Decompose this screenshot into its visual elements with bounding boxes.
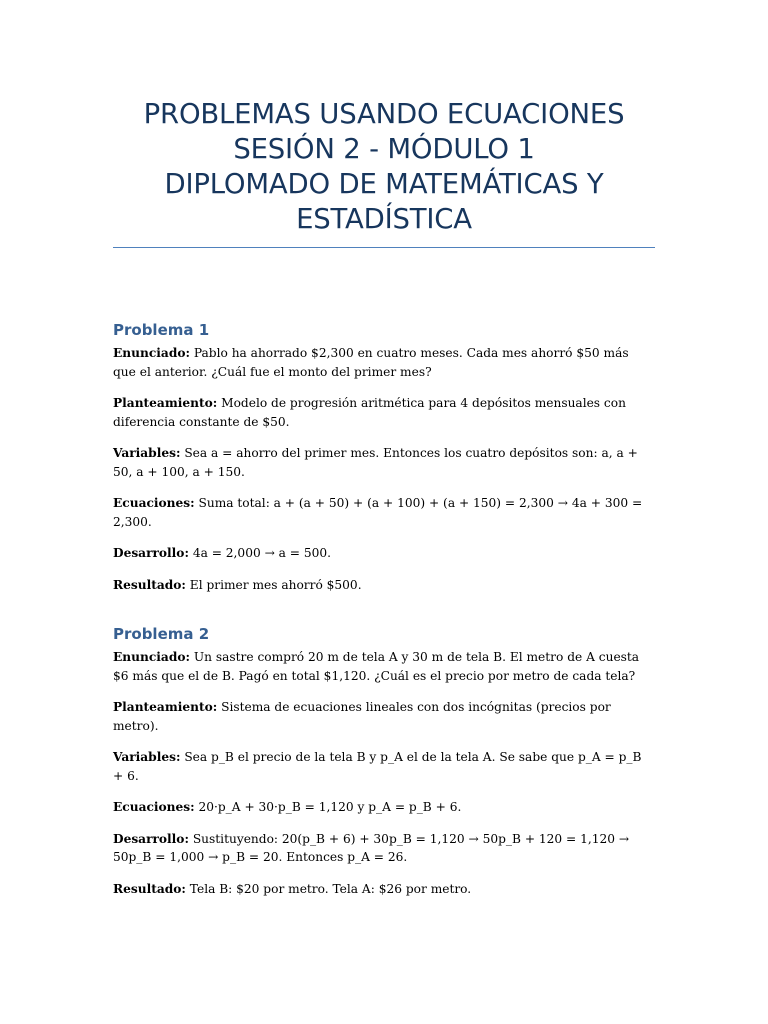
paragraph-text: Sistema de ecuaciones lineales con dos incógnitas (precios por metro). xyxy=(113,700,611,733)
title-divider xyxy=(113,247,655,248)
problem-section-2 xyxy=(113,624,655,898)
paragraph-label: Planteamiento: xyxy=(113,396,218,410)
problem-2-planteamiento xyxy=(113,698,655,735)
paragraph-label: Enunciado: xyxy=(113,346,190,360)
document-page xyxy=(113,0,655,911)
problem-2-resultado xyxy=(113,880,655,899)
paragraph-label: Resultado: xyxy=(113,577,186,592)
paragraph-label: Desarrollo: xyxy=(113,546,189,560)
paragraph-label: Desarrollo: xyxy=(113,831,189,846)
paragraph-text: 20·p_A + 30·p_B = 1,120 y p_A = p_B + 6. xyxy=(194,800,462,814)
paragraph-label: Resultado: xyxy=(113,881,186,896)
problem-2-enunciado xyxy=(113,648,655,685)
problem-section-1 xyxy=(113,320,655,594)
paragraph-label: Variables: xyxy=(113,750,181,764)
paragraph-text: Pablo ha ahorrado $2,300 en cuatro meses. Cada mes ahorró $50 más que el anterior. ¿Cuál fue el monto del primer mes? xyxy=(113,346,629,379)
problem-2-variables xyxy=(113,748,655,785)
paragraph-text: Tela B: $20 por metro. Tela A: $26 por metro. xyxy=(185,881,472,896)
paragraph-label: Planteamiento: xyxy=(113,700,218,714)
paragraph-text: Sustituyendo: 20(p_B + 6) + 30p_B = 1,120 → 50p_B + 120 = 1,120 → 50p_B = 1,000 → p_B = 20. Entonces p_A = 26. xyxy=(113,831,630,864)
problem-1-resultado xyxy=(113,576,655,595)
paragraph-text: Un sastre compró 20 m de tela A y 30 m de tela B. El metro de A cuesta $6 más que el de B. Pagó en total $1,120. ¿Cuál es el precio por metro de cada tela? xyxy=(113,650,640,683)
problem-1-enunciado xyxy=(113,344,655,381)
paragraph-text: Suma total: a + (a + 50) + (a + 100) + (a + 150) = 2,300 → 4a + 300 = 2,300. xyxy=(113,496,643,529)
paragraph-text: Sea p_B el precio de la tela B y p_A el de la tela A. Se sabe que p_A = p_B + 6. xyxy=(113,750,642,783)
paragraph-text: 4a = 2,000 → a = 500. xyxy=(188,546,332,560)
paragraph-label: Variables: xyxy=(113,446,181,460)
problem-heading: Problema 2 xyxy=(113,625,210,643)
paragraph-text: Sea a = ahorro del primer mes. Entonces los cuatro depósitos son: a, a + 50, a + 100, a + 150. xyxy=(113,446,638,479)
problem-1-variables xyxy=(113,444,655,481)
paragraph-label: Ecuaciones: xyxy=(113,800,195,814)
document-title xyxy=(113,97,655,237)
problem-1-desarrollo xyxy=(113,544,655,563)
paragraph-label: Enunciado: xyxy=(113,650,190,664)
title-line: ESTADÍSTICA xyxy=(296,203,472,235)
paragraph-text: El primer mes ahorró $500. xyxy=(185,577,362,592)
title-line: SESIÓN 2 - MÓDULO 1 xyxy=(233,133,535,165)
problem-1-ecuaciones xyxy=(113,494,655,531)
problem-2-desarrollo xyxy=(113,830,655,867)
problem-1-planteamiento xyxy=(113,394,655,431)
paragraph-text: Modelo de progresión aritmética para 4 depósitos mensuales con diferencia constante de $50. xyxy=(113,396,626,429)
title-line: PROBLEMAS USANDO ECUACIONES xyxy=(143,98,625,130)
problem-heading: Problema 1 xyxy=(113,321,210,339)
problem-2-ecuaciones xyxy=(113,798,655,817)
paragraph-label: Ecuaciones: xyxy=(113,496,195,510)
title-line: DIPLOMADO DE MATEMÁTICAS Y xyxy=(164,168,604,200)
